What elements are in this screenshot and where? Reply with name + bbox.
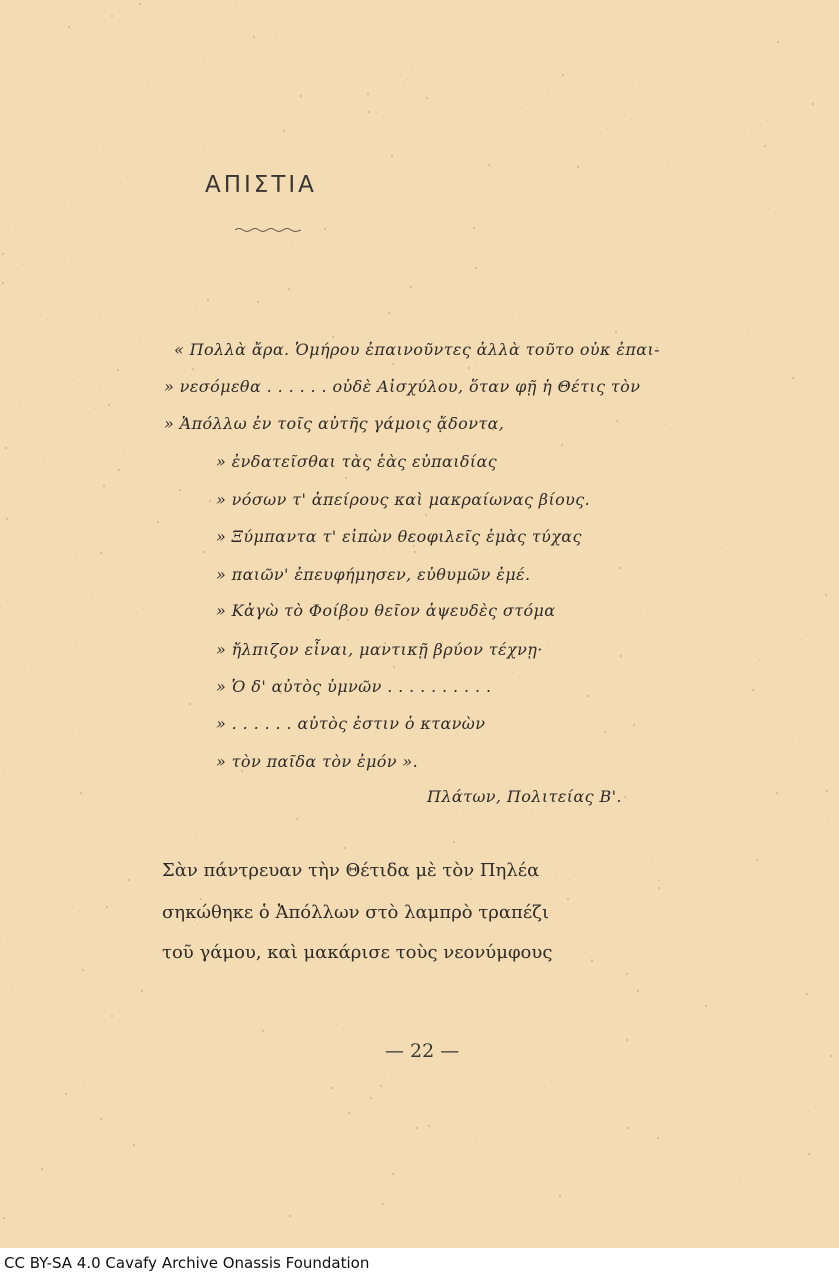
paper-speck	[657, 1137, 659, 1139]
paper-speck	[589, 1217, 590, 1218]
epigraph-line: » Κἀγὼ τὸ Φοίβου θεῖον ἀψευδὲς στόμα	[216, 601, 556, 620]
paper-speck	[114, 204, 115, 205]
poem-line: Σὰν πάντρευαν τὴν Θέτιδα μὲ τὸν Πηλέα	[162, 860, 540, 881]
paper-speck	[71, 202, 72, 203]
paper-speck	[336, 1024, 337, 1025]
paper-speck	[705, 1005, 707, 1007]
paper-speck	[821, 329, 822, 330]
paper-speck	[559, 1195, 561, 1197]
paper-speck	[331, 1087, 333, 1089]
paper-speck	[565, 209, 566, 210]
paper-speck	[658, 887, 660, 889]
paper-speck	[468, 367, 470, 369]
paper-speck	[79, 911, 80, 912]
paper-speck	[262, 1030, 264, 1032]
paper-speck	[792, 377, 794, 379]
paper-speck	[143, 608, 144, 609]
paper-speck	[391, 155, 393, 157]
paper-speck	[651, 862, 652, 863]
paper-speck	[412, 64, 413, 65]
paper-speck	[615, 331, 617, 333]
paper-speck	[407, 79, 408, 80]
epigraph-line: » ἐνδατεῖσθαι τὰς ἑὰς εὐπαιδίας	[216, 452, 498, 471]
paper-speck	[209, 500, 211, 502]
paper-speck	[120, 182, 121, 183]
paper-speck	[213, 765, 214, 766]
paper-speck	[12, 984, 13, 985]
paper-speck	[792, 740, 793, 741]
paper-speck	[393, 666, 395, 668]
paper-speck	[637, 990, 639, 992]
paper-speck	[822, 554, 823, 555]
paper-speck	[414, 551, 416, 553]
paper-speck	[368, 111, 370, 113]
paper-speck	[13, 978, 14, 979]
paper-speck	[768, 208, 769, 209]
paper-speck	[425, 514, 427, 516]
paper-speck	[756, 859, 758, 861]
paper-speck	[428, 1125, 430, 1127]
paper-speck	[565, 1156, 566, 1157]
paper-speck	[456, 411, 457, 412]
paper-speck	[332, 336, 334, 338]
paper-speck	[752, 689, 754, 691]
paper-speck	[24, 667, 25, 668]
paper-speck	[573, 740, 574, 741]
epigraph-line: « Πολλὰ ἄρα. Ὁμήρου ἐπαινοῦντες ἀλλὰ τοῦτο οὐκ ἐπαι-	[174, 340, 660, 359]
paper-speck	[348, 1112, 350, 1114]
paper-speck	[146, 838, 147, 839]
paper-speck	[567, 898, 569, 900]
paper-speck	[230, 438, 231, 439]
paper-speck	[380, 1085, 382, 1087]
paper-speck	[801, 639, 802, 640]
paper-speck	[73, 379, 74, 380]
paper-speck	[426, 97, 428, 99]
paper-speck	[65, 1093, 67, 1095]
paper-speck	[587, 695, 589, 697]
paper-speck	[475, 267, 477, 269]
paper-speck	[139, 342, 140, 343]
paper-speck	[633, 724, 635, 726]
paper-speck	[521, 107, 522, 108]
paper-speck	[195, 306, 196, 307]
epigraph-line: » νόσων τ' ἀπείρους καὶ μακραίωνας βίους.	[216, 490, 591, 509]
paper-speck	[111, 1015, 113, 1017]
paper-speck	[196, 835, 197, 836]
paper-speck	[789, 998, 790, 999]
paper-speck	[81, 910, 82, 911]
paper-speck	[179, 489, 181, 491]
epigraph-line: » . . . . . . αὐτὸς ἐστιν ὁ κτανὼν	[216, 714, 486, 733]
paper-speck	[620, 655, 622, 657]
paper-speck	[634, 259, 635, 260]
paper-speck	[57, 521, 58, 522]
paper-speck	[100, 552, 102, 554]
paper-speck	[191, 375, 192, 376]
paper-speck	[630, 30, 631, 31]
paper-speck	[657, 1233, 658, 1234]
paper-speck	[585, 952, 586, 953]
paper-speck	[624, 796, 626, 798]
paper-speck	[118, 469, 120, 471]
paper-speck	[203, 63, 204, 64]
paper-speck	[74, 438, 75, 439]
epigraph-line: » νεσόμεθα . . . . . . οὐδὲ Αἰσχύλου, ὅταν φῇ ἡ Θέτις τὸν	[164, 377, 641, 396]
paper-speck	[748, 328, 749, 329]
paper-speck	[370, 1097, 372, 1099]
paper-speck	[324, 228, 326, 230]
epigraph-line: » Ξύμπαντα τ' εἰπὼν θεοφιλεῖς ἐμὰς τύχας	[216, 527, 582, 546]
paper-speck	[826, 790, 828, 792]
paper-speck	[75, 646, 76, 647]
paper-speck	[386, 194, 387, 195]
paper-speck	[103, 485, 105, 487]
paper-speck	[382, 1203, 384, 1205]
paper-speck	[414, 521, 415, 522]
paper-speck	[124, 448, 125, 449]
paper-speck	[555, 876, 556, 877]
paper-speck	[108, 404, 110, 406]
paper-speck	[106, 906, 108, 908]
paper-speck	[756, 657, 757, 658]
page-number: — 22 —	[385, 1040, 460, 1062]
paper-speck	[764, 145, 766, 147]
paper-speck	[531, 814, 532, 815]
paper-speck	[604, 731, 606, 733]
paper-speck	[509, 478, 510, 479]
paper-speck	[117, 369, 119, 371]
paper-speck	[701, 1186, 702, 1187]
paper-speck	[632, 82, 633, 83]
paper-speck	[139, 3, 141, 5]
paper-speck	[189, 703, 191, 705]
paper-speck	[214, 770, 215, 771]
paper-speck	[721, 548, 722, 549]
paper-speck	[207, 299, 209, 301]
paper-speck	[418, 786, 419, 787]
paper-speck	[376, 546, 377, 547]
paper-speck	[289, 1215, 291, 1217]
paper-speck	[797, 404, 798, 405]
paper-speck	[203, 551, 205, 553]
paper-speck	[300, 95, 302, 97]
epigraph-line: » τὸν παῖδα τὸν ἐμόν ».	[216, 752, 419, 771]
paper-speck	[367, 93, 369, 95]
epigraph-attribution: Πλάτων, Πολιτείας Β'.	[427, 787, 622, 806]
paper-speck	[751, 130, 752, 131]
poem-line: τοῦ γάμου, καὶ μακάρισε τοὺς νεονύμφους	[162, 942, 553, 963]
paper-speck	[409, 697, 410, 698]
paper-speck	[738, 585, 739, 586]
paper-speck	[157, 521, 159, 523]
paper-speck	[84, 1086, 85, 1087]
paper-speck	[757, 745, 758, 746]
paper-speck	[616, 420, 618, 422]
paper-speck	[103, 146, 104, 147]
paper-speck	[577, 166, 579, 168]
paper-speck	[2, 282, 4, 284]
paper-speck	[562, 74, 564, 76]
paper-speck	[619, 567, 621, 569]
title-ornament	[235, 226, 301, 234]
paper-speck	[99, 315, 100, 316]
paper-speck	[79, 733, 80, 734]
paper-speck	[806, 993, 808, 995]
paper-speck	[548, 95, 549, 96]
paper-speck	[330, 1046, 331, 1047]
epigraph-line: » Ἀπόλλω ἐν τοῖς αὐτῆς γάμοις ᾄδοντα,	[164, 414, 505, 433]
paper-speck	[283, 130, 285, 132]
paper-speck	[388, 312, 390, 314]
paper-speck	[629, 1150, 630, 1151]
paper-speck	[133, 1144, 135, 1146]
paper-speck	[802, 550, 803, 551]
paper-speck	[202, 206, 203, 207]
paper-speck	[551, 1081, 552, 1082]
paper-speck	[384, 1076, 385, 1077]
paper-speck	[147, 87, 148, 88]
paper-speck	[7, 940, 8, 941]
paper-speck	[22, 264, 23, 265]
epigraph-line: » ἤλπιζον εἶναι, μαντικῇ βρύον τέχνῃ·	[216, 640, 543, 659]
paper-speck	[292, 243, 293, 244]
paper-speck	[605, 398, 606, 399]
paper-speck	[392, 1173, 394, 1175]
paper-speck	[830, 1055, 832, 1057]
epigraph-line: » παιῶν' ἐπευφήμησεν, εὐθυμῶν ἐμέ.	[216, 565, 531, 584]
paper-speck	[43, 459, 44, 460]
paper-speck	[659, 880, 660, 881]
paper-speck	[197, 924, 198, 925]
paper-speck	[76, 556, 77, 557]
paper-speck	[141, 990, 143, 992]
paper-speck	[94, 408, 95, 409]
paper-speck	[512, 672, 513, 673]
paper-speck	[793, 2, 794, 3]
paper-speck	[665, 424, 666, 425]
paper-speck	[192, 368, 194, 370]
paper-speck	[82, 969, 84, 971]
paper-speck	[545, 169, 546, 170]
paper-speck	[475, 363, 476, 364]
paper-speck	[421, 993, 422, 994]
paper-speck	[627, 1127, 629, 1129]
paper-speck	[693, 1048, 694, 1049]
paper-speck	[391, 548, 392, 549]
paper-speck	[77, 615, 78, 616]
paper-speck	[410, 286, 412, 288]
paper-speck	[111, 15, 113, 17]
paper-speck	[296, 818, 298, 820]
paper-speck	[344, 847, 346, 849]
paper-speck	[640, 613, 641, 614]
paper-speck	[693, 221, 694, 222]
paper-speck	[15, 227, 16, 228]
paper-speck	[476, 1136, 477, 1137]
paper-speck	[3, 1217, 5, 1219]
paper-speck	[68, 26, 70, 28]
paper-speck	[725, 814, 726, 815]
paper-speck	[631, 119, 632, 120]
paper-speck	[813, 221, 814, 222]
paper-speck	[100, 386, 101, 387]
paper-speck	[69, 85, 70, 86]
paper-speck	[91, 594, 92, 595]
poem-line: σηκώθηκε ὁ Ἀπόλλων στὸ λαμπρὸ τραπέζι	[162, 902, 549, 923]
paper-speck	[6, 518, 8, 520]
paper-speck	[776, 792, 778, 794]
paper-speck	[740, 1179, 741, 1180]
paper-speck	[693, 209, 694, 210]
paper-speck	[253, 36, 255, 38]
paper-speck	[71, 261, 72, 262]
paper-speck	[833, 17, 834, 18]
paper-speck	[591, 960, 593, 962]
paper-speck	[80, 792, 82, 794]
paper-speck	[767, 120, 768, 121]
paper-speck	[276, 34, 277, 35]
paper-speck	[5, 447, 7, 449]
paper-speck	[392, 363, 394, 365]
paper-speck	[645, 437, 646, 438]
paper-speck	[288, 288, 290, 290]
paper-speck	[128, 879, 130, 881]
paper-speck	[403, 82, 404, 83]
paper-speck	[812, 103, 814, 105]
epigraph-line: » Ὁ δ' αὐτὸς ὑμνῶν . . . . . . . . . .	[216, 677, 492, 696]
paper-speck	[473, 227, 475, 229]
page-title: ΑΠΙΣΤΙΑ	[205, 172, 317, 198]
paper-speck	[257, 301, 259, 303]
paper-speck	[626, 1039, 628, 1041]
paper-speck	[236, 0, 237, 1]
paper-speck	[20, 402, 21, 403]
paper-speck	[729, 269, 730, 270]
paper-speck	[416, 1127, 418, 1129]
paper-speck	[607, 128, 608, 129]
paper-speck	[488, 164, 490, 166]
paper-speck	[376, 112, 377, 113]
paper-speck	[345, 477, 347, 479]
paper-speck	[759, 660, 760, 661]
paper-speck	[41, 1168, 43, 1170]
paper-speck	[825, 594, 827, 596]
paper-speck	[204, 151, 205, 152]
paper-speck	[569, 879, 570, 880]
paper-speck	[802, 757, 803, 758]
paper-speck	[200, 898, 202, 900]
paper-speck	[777, 41, 779, 43]
paper-speck	[186, 485, 187, 486]
paper-speck	[561, 444, 563, 446]
paper-speck	[463, 811, 464, 812]
paper-speck	[667, 166, 668, 167]
paper-speck	[3, 770, 4, 771]
paper-speck	[526, 461, 527, 462]
license-credit: CC BY-SA 4.0 Cavafy Archive Onassis Foundation	[4, 1254, 370, 1272]
paper-speck	[626, 973, 628, 975]
paper-speck	[637, 436, 638, 437]
paper-speck	[47, 319, 48, 320]
paper-speck	[808, 1153, 810, 1155]
paper-speck	[808, 1111, 809, 1112]
paper-speck	[2, 253, 4, 255]
paper-speck	[0, 606, 1, 607]
paper-speck	[453, 841, 455, 843]
paper-speck	[741, 428, 742, 429]
paper-speck	[519, 316, 520, 317]
paper-speck	[100, 1118, 102, 1120]
paper-speck	[547, 643, 548, 644]
paper-speck	[827, 819, 828, 820]
paper-speck	[66, 1152, 67, 1153]
